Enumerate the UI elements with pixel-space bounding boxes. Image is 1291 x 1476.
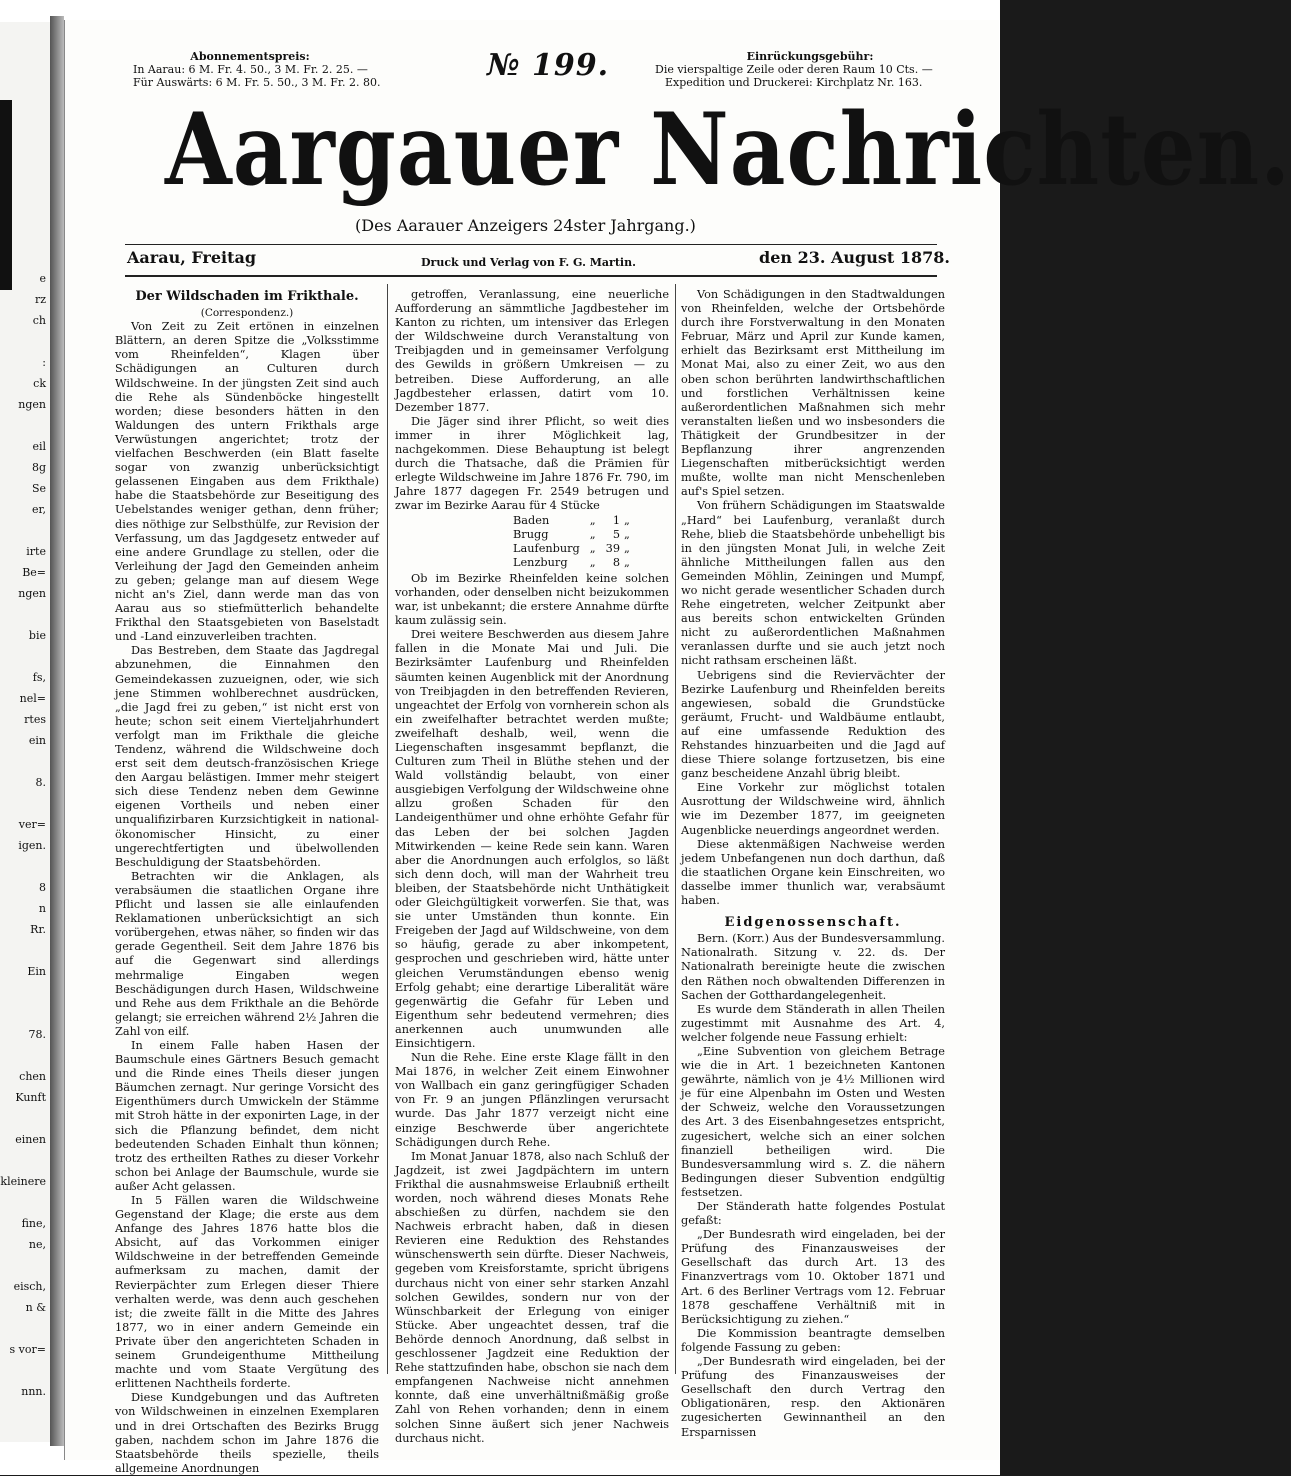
table-ditto: „ [589,555,596,569]
previous-page-fragment: ein [28,734,46,747]
previous-page-fragment: eisch, [13,1280,46,1293]
previous-page-fragment: einen [15,1133,46,1146]
previous-page-fragment: irte [26,545,46,558]
table-place: Laufenburg [513,541,580,555]
col3-paragraph: „Der Bundesrath wird eingeladen, bei der Prüfung des Finanzausweises der Gesellschaft den durch Vertrag den Obligationären, resp. den Aktionären zugesicherten Gewinnantheil an den Ersparnissen [681,1355,945,1439]
previous-page-edge [0,22,52,1442]
article-heading-eidgenossenschaft: Eidgenossenschaft. [724,915,902,931]
district-kill-table [403,514,640,570]
col2-paragraph: Die Jäger sind ihrer Pflicht, so weit dies immer in ihrer Möglichkeit lag, nachgekommen. Diese Behauptung ist belegt durch die Thatsache, daß die Prämien für erlegte Wildschweine im Jahre 1876 Fr. 790, im Jahre 1877 dagegen Fr. 2549 betrugen und zwar im Bezirke Aarau für 4 Stücke [395,414,669,513]
column-1 [115,288,379,1476]
subscription-line-2: Für Auswärts: 6 M. Fr. 5. 50., 3 M. Fr. 2. 80. [133,76,381,89]
subscription-line-1: In Aarau: 6 M. Fr. 4. 50., 3 M. Fr. 2. 25. — [133,63,368,76]
table-ditto: „ [589,527,596,541]
col2-paragraph: getroffen, Veranlassung, eine neuerliche Aufforderung an sämmtliche Jagdbesteher im Kanton zu richten, um intensiver das Erlegen der Wildschweine durch Veranstaltung von Treibjagden und in gemeinsamer Verfolgung des Gewilds in größern Umkreisen — zu betreiben. Diese Aufforderung, an alle Jagdbesteher erlassen, datirt vom 10. Dezember 1877. [395,288,669,414]
column-separator-1 [387,284,388,1374]
issue-number: № 199. [487,48,610,83]
col3-paragraph: Uebrigens sind die Reviervächter der Bezirke Laufenburg und Rheinfelden bereits angewiesen, sobald die Grundstücke geräumt, Frucht- und Waldbäume entlaubt, auf eine umfassende Reduktion des Rehstandes hinzuarbeiten und die Jagd auf diese Thiere solange fortzusetzen, bis eine ganz bescheidene Anzahl übrig bleibt. [681,668,945,781]
col3-paragraph: Diese aktenmäßigen Nachweise werden jedem Unbefangenen nun doch darthun, daß die staatlichen Organe kein Einschreiten, wo dasselbe immer thunlich war, verabsäumt haben. [681,837,945,908]
previous-page-fragment: Se [31,482,46,495]
table-place: Lenzburg [513,555,568,569]
dateline-top-rule [125,244,937,245]
table-row [403,528,640,542]
col3-paragraph: Der Ständerath hatte folgendes Postulat gefaßt: [681,1200,945,1228]
previous-page-fragment: fine, [21,1217,46,1230]
col3-paragraph: Von frühern Schädigungen im Staatswalde „Hard“ bei Laufenburg, veranlaßt durch Rehe, blieb die Staatsbehörde unbehelligt bis in den jüngsten Monat Juli, in welche Zeit ähnliche Mittheilungen fallen aus den Gemeinden Möhlin, Zeiningen und Mumpf, wo nicht gerade wesentlicher Schaden durch Rehe eingetreten, welcher Zeitpunkt aber aus bereits schon entwickelten Gründen nicht zu außerordentlichen Maßnahmen veranlassen durfte und sie auch jetzt noch nicht rathsam erscheinen läßt. [681,499,945,668]
previous-page-fragment: ch [32,314,46,327]
newspaper-page [64,20,1291,1475]
article-byline: (Correspondenz.) [200,307,294,320]
insertion-fee-title: Einrückungsgebühr: [746,50,874,63]
previous-page-fragment: s vor= [9,1343,46,1356]
column-2 [395,288,669,1446]
table-count: 1 [612,513,621,527]
previous-page-fragment: ngen [18,587,46,600]
col1-paragraph: Betrachten wir die Anklagen, als verabsäumen die staatlichen Organe ihre Pflicht und lassen sie alle einlaufenden Reklamationen unberücksichtigt an sich vorübergehen, etwas näher, so finden wir das gerade Gegentheil. Seit dem Jahre 1876 bis auf die Gegenwart sind allerdings mehrmalige Eingaben wegen Beschädigungen durch Hasen, Wildschweine und Rehe aus dem Frikthale an die Behörde gelangt; sie erreichen während 2½ Jahren die Zahl von eilf. [115,869,379,1038]
col3-paragraph: Von Schädigungen in den Stadtwaldungen von Rheinfelden, welche der Ortsbehörde durch ihre Forstverwaltung in den Monaten Februar, März und April zur Kunde kamen, erhielt das Bezirksamt erst Mittheilung im Monat Mai, also zu einer Zeit, wo aus den oben schon berührten landwirthschaftlichen und forstlichen Verhältnissen keine außerordentlichen Maßnahmen sich mehr veranstalten ließen und wo insbesonders die Thätigkeit der Grundbesitzer in der Bepflanzung ihrer angrenzenden Liegenschaften mitberücksichtigt werden mußte, wollte man nicht Menschenleben auf's Spiel setzen. [681,288,945,499]
previous-page-fragment: e [39,272,46,285]
previous-page-fragment: Ein [27,965,46,978]
table-ditto: „ [624,513,630,527]
article-heading-wildschaden: Der Wildschaden im Frikthale. [135,289,359,304]
previous-page-fragment: nel= [19,692,46,705]
col1-paragraph: Diese Kundgebungen und das Auftreten von Wildschweinen in einzelnen Exemplaren und in drei Ortschaften des Bezirks Brugg gaben, nachdem schon im Jahre 1876 die Staatsbehörde theils spezielle, theils allgemeine Anordnungen [115,1391,379,1475]
previous-page-fragment: ck [33,377,46,390]
col1-paragraph: In 5 Fällen waren die Wildschweine Gegenstand der Klage; die erste aus dem Anfange des Jahres 1876 hatte blos die Absicht, auf das Vorkommen einiger Wildschweine in der betreffenden Gemeinde aufmerksam zu machen, damit der Revierpächter zum Erlegen dieser Thiere verhalten werde, was denn auch geschehen ist; die zweite fällt in die Mitte des Jahres 1877, wo in einer andern Gemeinde ein Private über den angerichteten Schaden in seinem Grundeigenthume Mittheilung machte und vom Staate Vergütung des erlittenen Nachtheils forderte. [115,1194,379,1391]
previous-page-fragment: rtes [24,713,46,726]
table-row [403,514,640,528]
previous-page-fragment: : [42,356,46,369]
previous-page-fragment: eil [32,440,46,453]
table-ditto: „ [624,541,630,555]
page-gutter [50,16,64,1446]
dateline-bottom-rule [125,275,937,277]
previous-page-fragment: n [38,902,46,915]
table-place: Baden [513,513,550,527]
previous-page-fragment: 78. [28,1028,46,1041]
col3-paragraph: Eine Vorkehr zur möglichst totalen Ausrottung der Wildschweine wird, ähnlich wie im Dezember 1877, im geeigneten Augenblicke neuerdings angeordnet werden. [681,781,945,837]
previous-page-fragment: Be= [22,566,46,579]
previous-page-fragment: rz [34,293,46,306]
printer-imprint: Druck und Verlag von F. G. Martin. [421,256,636,269]
column-3 [681,288,945,1440]
col1-paragraph: Von Zeit zu Zeit ertönen in einzelnen Blättern, an deren Spitze die „Volksstimme vom Rheinfelden“, Klagen über Schädigungen an Culturen durch Wildschweine. In der jüngsten Zeit sind auch die Rehe als Sündenböcke hingestellt worden; diese besonders hätten in den Waldungen des untern Frikthals arge Verwüstungen angerichtet; trotz der vielfachen Beschwerden (ein Blatt faselte sogar von zwanzig unberücksichtigt gelassenen Eingaben aus dem Frikthale) habe die Staatsbehörde zur Beseitigung des Uebelstandes weniger gethan, denn früher; dies nöthige zur Selbsthülfe, zur Revision der Verfassung, um das Jagdgesetz entweder auf eine andere Grundlage zu stellen, oder die Verleihung der Jagd den Gemeinden anheim zu geben; gelange man auf diesem Wege nicht an's Ziel, dann werde man das von Aarau aus so stiefmütterlich behandelte Frikthal den Staatsgebieten von Baselstadt und -Land einzuverleiben trachten. [115,320,379,644]
previous-page-fragment: Rr. [30,923,46,936]
col2-paragraph: Drei weitere Beschwerden aus diesem Jahre fallen in die Monate Mai und Juli. Die Bezirksämter Laufenburg und Rheinfelden säumten keinen Augenblick mit der Anordnung von Treibjagden in den betreffenden Revieren, ungeachtet der Erfolg von vornherein schon als ein zweifelhafter betrachtet werden mußte; zweifelhaft deshalb, weil, wenn die Liegenschaften insgesammt bepflanzt, die Culturen zum Theil in Blüthe stehen und der Wald vollständig belaubt, von einer ausgiebigen Verfolgung der Wildschweine ohne allzu großen Schaden für den Landeigenthümer und ohne erhöhte Gefahr für das Leben der bei solchen Jagden Mitwirkenden — keine Rede sein kann. Waren aber die Anordnungen auch erfolglos, so läßt sich denn doch, will man der Wahrheit treu bleiben, der Staatsbehörde nicht Unthätigkeit oder Gleichgültigkeit vorwerfen. Sie that, was sie unter Umständen thun konnte. Ein Freigeben der Jagd auf Wildschweine, von dem so häufig, gerade zu aber inkompetent, gesprochen und geschrieben wird, hätte unter gleichen Verumständungen ebenso wenig Erfolg gehabt; eine derartige Liberalität wäre gegenwärtig die Gefahr für Leben und Eigenthum sehr bedeutend vermehren; dies anerkennen auch unumwunden alle Einsichtigern. [395,628,669,1050]
table-count: 39 [605,541,621,555]
previous-page-black-block [0,100,12,290]
previous-page-fragment: bie [28,629,46,642]
previous-page-fragment: er, [31,503,46,516]
col1-paragraph: In einem Falle haben Hasen der Baumschule eines Gärtners Besuch gemacht und die Rinde eines Theils dieser jungen Bäumchen zernagt. Nur geringe Vorsicht des Eigenthümers durch Umwickeln der Stämme mit Stroh hätte in der exponirten Lage, in der sich die Pflanzung befindet, dem nicht bedeutenden Schaden Einhalt thun können; trotz des ertheilten Rathes zu dieser Vorkehr schon bei Anlage der Baumschule, wurde sie außer Acht gelassen. [115,1038,379,1193]
previous-page-fragment: 8g [31,461,46,474]
column-separator-2 [675,284,676,1374]
table-count: 5 [612,527,621,541]
table-ditto: „ [624,527,630,541]
table-ditto: „ [589,541,596,555]
table-place: Brugg [513,527,549,541]
previous-page-fragment: ne, [28,1238,46,1251]
col2-paragraph: Ob im Bezirke Rheinfelden keine solchen vorhanden, oder denselben nicht beizukommen war, ist unbekannt; die erstere Annahme dürfte kaum zulässig sein. [395,571,669,628]
previous-page-fragment: nnn. [21,1385,46,1398]
col2-paragraph: Im Monat Januar 1878, also nach Schluß der Jagdzeit, ist zwei Jagdpächtern im untern Frikthal die ausnahmsweise Erlaubniß ertheilt worden, noch während dieses Monats Rehe abschießen zu dürfen, nachdem sie den Nachweis erbracht haben, daß in diesen Revieren eine Reduktion des Rehstandes wünschenswerth sein dürfte. Dieser Nachweis, gegeben vom Kreisforstamte, spricht übrigens durchaus nicht von einer sehr starken Anzahl solchen Gewildes, sondern nur von der Wünschbarkeit der Erlegung von einiger Stücke. Aber ungeachtet dessen, traf die Behörde dennoch Anordnung, daß selbst in geschlossener Jagdzeit eine Reduktion der Rehe stattzufinden habe, obschon sie nach dem empfangenen Nachweise nicht annehmen konnte, daß eine unverhältnißmäßig große Zahl von Rehen vorhanden; denn in einem solchen Sinne äußert sich jener Nachweis durchaus nicht. [395,1149,669,1445]
col3-paragraph: Es wurde dem Ständerath in allen Theilen zugestimmt mit Ausnahme des Art. 4, welcher folgende neue Fassung erhielt: [681,1002,945,1044]
dateline-date: den 23. August 1878. [759,248,950,267]
col3-paragraph: Die Kommission beantragte demselben folgende Fassung zu geben: [681,1326,945,1354]
previous-page-fragment: kleinere [0,1175,46,1188]
previous-page-fragment: fs, [32,671,46,684]
subscription-title: Abonnementspreis: [190,50,310,63]
dateline-place-day: Aarau, Freitag [127,248,257,267]
table-ditto: „ [589,513,596,527]
previous-page-fragment: n & [25,1301,46,1314]
previous-page-fragment: igen. [18,839,46,852]
insertion-fee-line-2: Expedition und Druckerei: Kirchplatz Nr. 163. [665,76,923,89]
previous-page-fragment: 8. [35,776,46,789]
col1-paragraph: Das Bestreben, dem Staate das Jagdregal abzunehmen, die Einnahmen den Gemeindekassen zuzueignen, oder, wie sich jene Stimmen wohlberechnet ausdrücken, „die Jagd frei zu geben,“ ist nicht erst von heute; schon seit einem Vierteljahrhundert verfolgt man im Frikthale die gleiche Tendenz, während die Wildschweine doch erst seit dem deutsch-französischen Kriege den Aargau belästigen. Immer mehr steigert sich diese Tendenz neben dem Gewinne eigenen Vortheils und neben einer unqualifizirbaren Kurzsichtigkeit in national-ökonomischer Hinsicht, zu einer ungerechtfertigten und übelwollenden Beschuldigung der Staatsbehörden. [115,644,379,869]
previous-page-fragment: ver= [18,818,46,831]
previous-page-fragment: Kunft [15,1091,46,1104]
masthead-subtitle: (Des Aarauer Anzeigers 24ster Jahrgang.) [355,216,696,235]
col3-paragraph: „Der Bundesrath wird eingeladen, bei der Prüfung des Finanzausweises der Gesellschaft das durch Art. 13 des Finanzvertrags vom 10. Oktober 1871 und Art. 6 des Berliner Vertrags vom 12. Februar 1878 geschaffene Verhältniß mit in Berücksichtigung zu ziehen.“ [681,1228,945,1326]
table-count: 8 [612,555,621,569]
col3-paragraph: „Eine Subvention von gleichem Betrage wie die in Art. 1 bezeichneten Kantonen gewährte, nämlich von je 4½ Millionen wird je für eine Alpenbahn im Osten und Westen der Schweiz, welche den Voraussetzungen des Art. 3 des Eisenbahngesetzes entspricht, zugesichert, welche sich an einer solchen finanziell betheiligen wird. Die Bundesversammlung wird s. Z. die nähern Bedingungen dieser Subvention endgültig festsetzen. [681,1044,945,1199]
previous-page-fragment: ngen [18,398,46,411]
previous-page-fragment: chen [19,1070,46,1083]
previous-page-fragment: 8 [39,881,46,894]
col2-paragraph: Nun die Rehe. Eine erste Klage fällt in den Mai 1876, in welcher Zeit einem Einwohner von Wallbach ein ganz geringfügiger Schaden von Fr. 9 an jungen Pflänzlingen verursacht wurde. Das Jahr 1877 verzeigt nicht eine einzige Beschwerde über angerichtete Schädigungen durch Rehe. [395,1051,669,1149]
insertion-fee-line-1: Die vierspaltige Zeile oder deren Raum 10 Cts. — [655,63,933,76]
masthead-title: Aargauer Nachrichten. [165,92,1291,209]
col3-paragraph: Bern. (Korr.) Aus der Bundesversammlung. Nationalrath. Sitzung v. 22. ds. Der Nationalrath bereinigte heute die zwischen den Räthen noch obwaltenden Differenzen in Sachen der Gotthardangelegenheit. [681,932,945,1002]
table-row [403,542,640,556]
table-ditto: „ [624,555,630,569]
table-row [403,556,640,570]
